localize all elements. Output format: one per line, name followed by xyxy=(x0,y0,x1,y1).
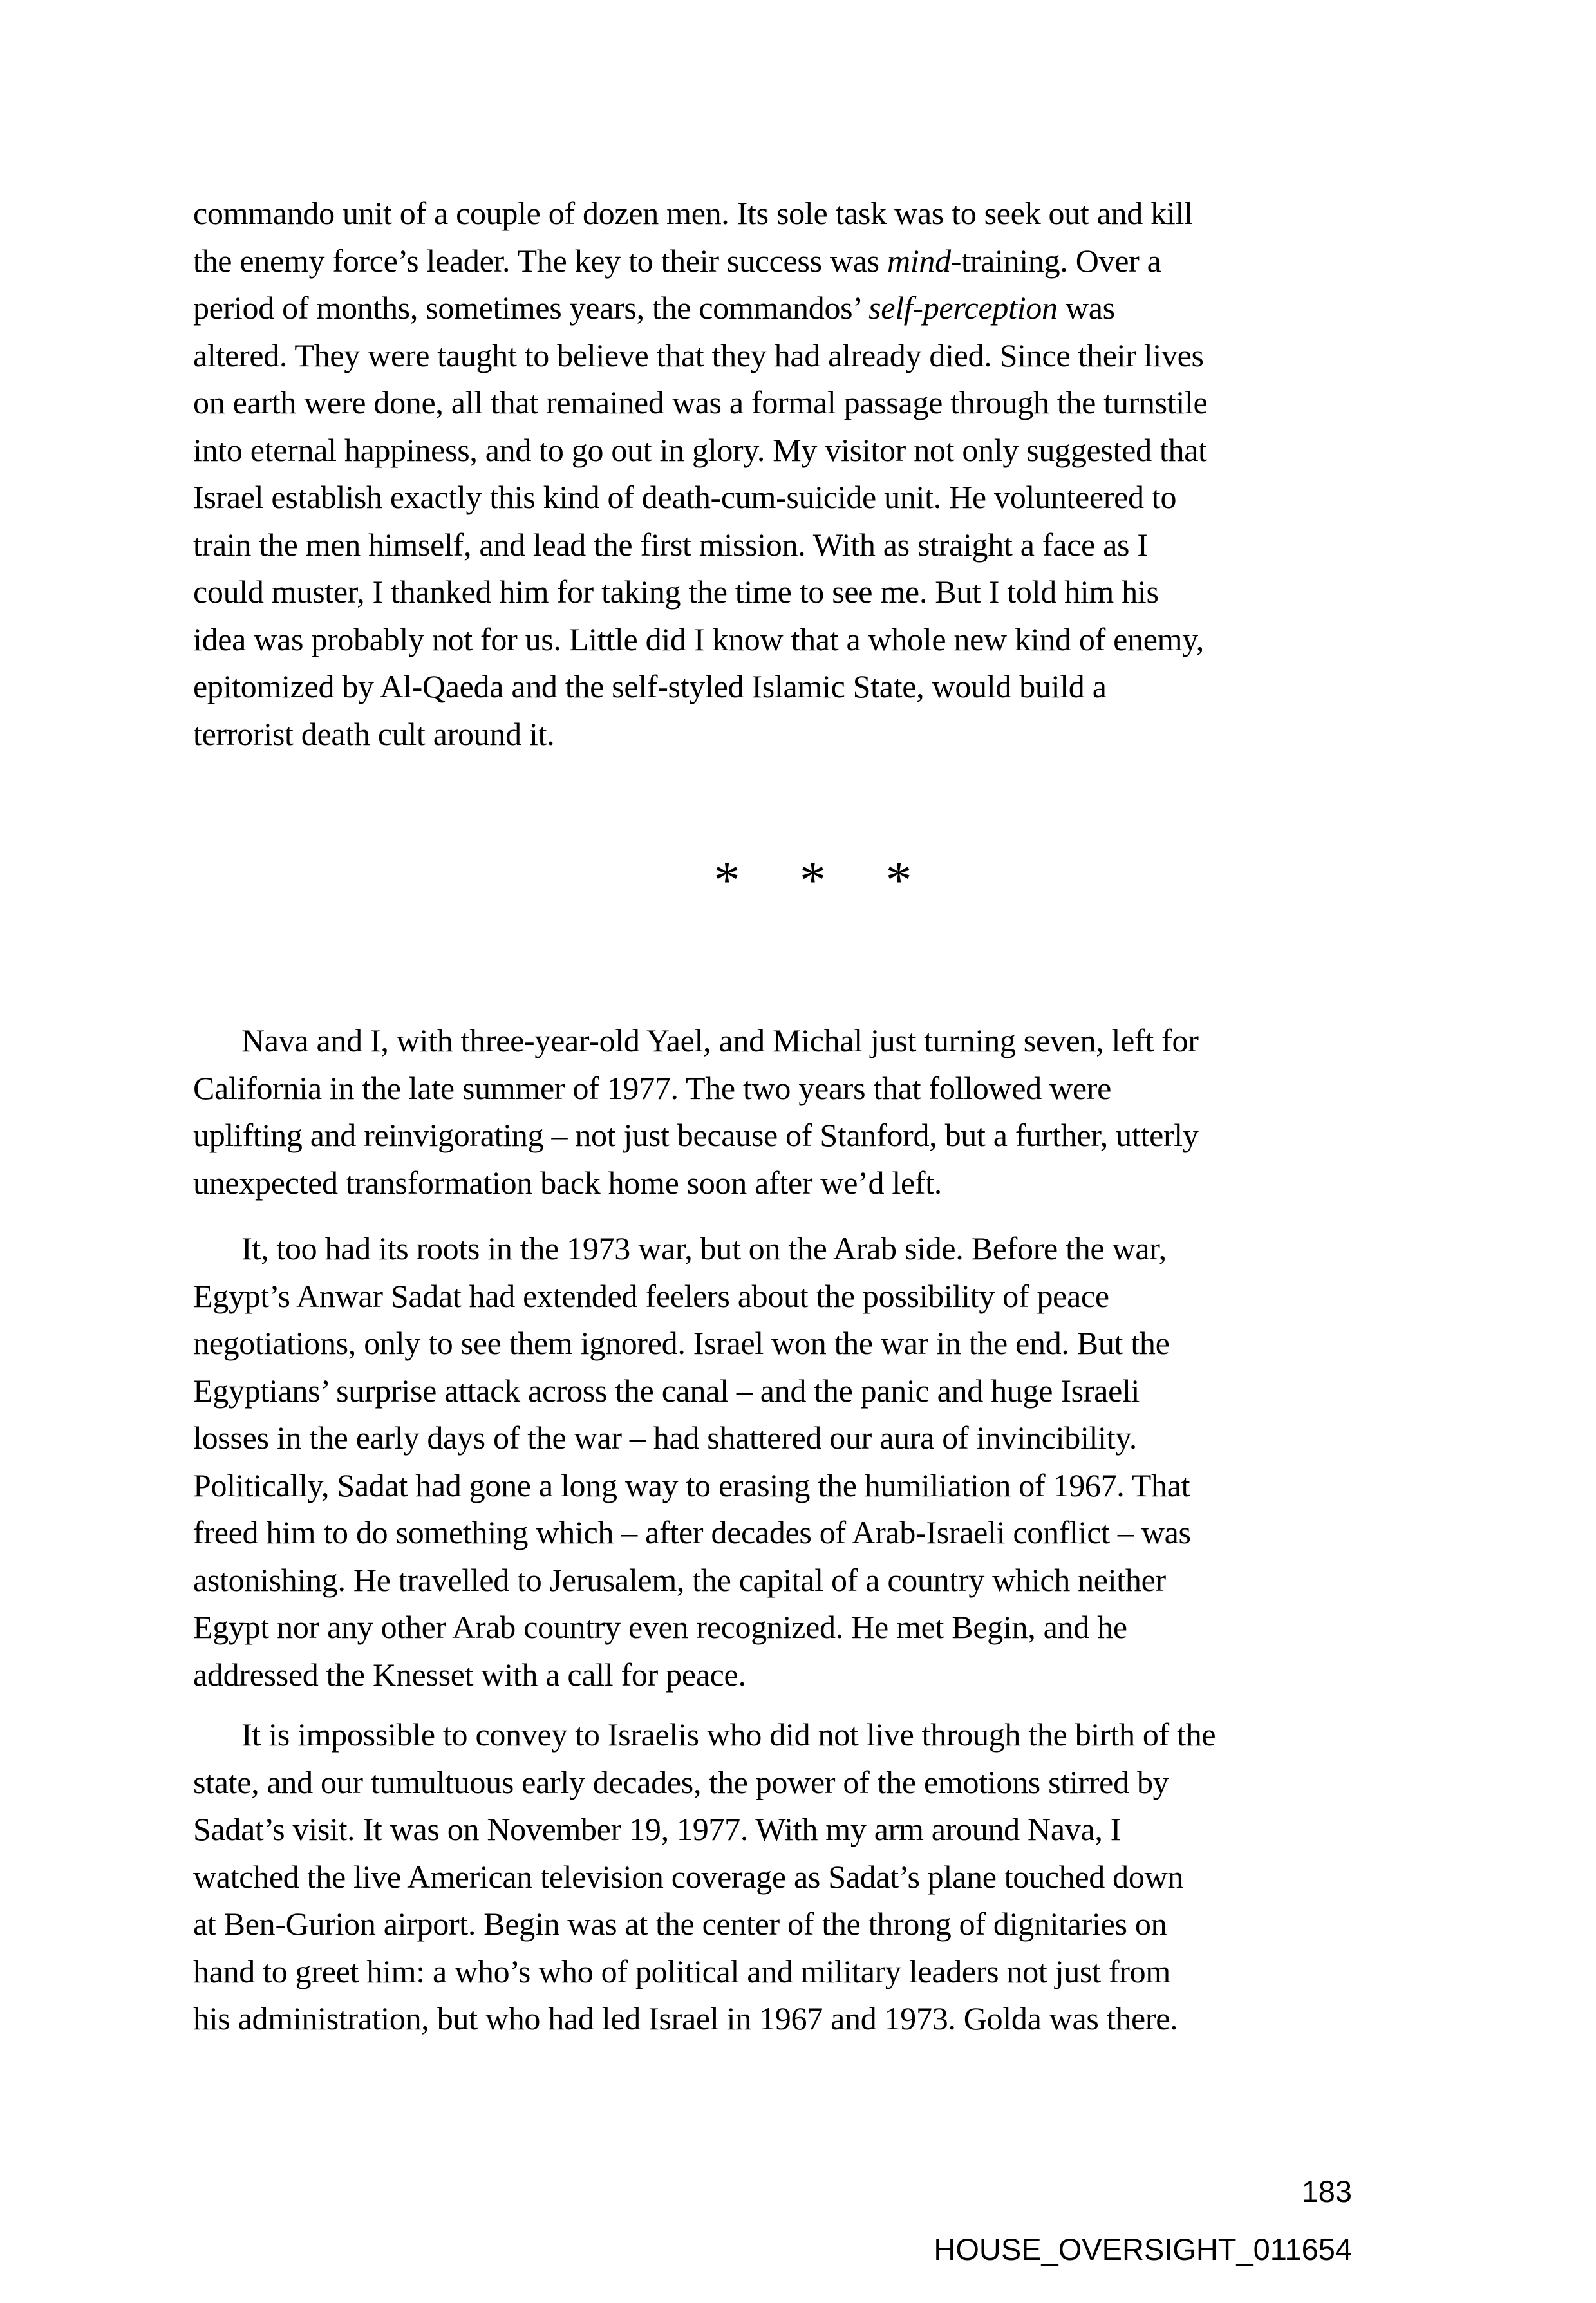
text-line: astonishing. He travelled to Jerusalem, the capital of a country which neither xyxy=(193,1561,1166,1598)
paragraph-2 xyxy=(193,1017,1432,1207)
text-line: watched the live American television coverage as Sadat’s plane touched down xyxy=(193,1858,1184,1895)
text-line: state, and our tumultuous early decades, the power of the emotions stirred by xyxy=(193,1763,1169,1800)
section-break-asterisks: * * * xyxy=(713,851,912,909)
text-line: at Ben-Gurion airport. Begin was at the center of the throng of dignitaries on xyxy=(193,1906,1167,1942)
text-line: losses in the early days of the war – had shattered our aura of invincibility. xyxy=(193,1420,1137,1456)
text-line: epitomized by Al-Qaeda and the self-styled Islamic State, would build a xyxy=(193,668,1107,704)
text-line: could muster, I thanked him for taking the time to see me. But I told him his xyxy=(193,574,1159,610)
text-line: freed him to do something which – after decades of Arab-Israeli conflict – was xyxy=(193,1514,1191,1550)
text-line: negotiations, only to see them ignored. Israel won the war in the end. But the xyxy=(193,1325,1170,1361)
paragraph-1 xyxy=(193,190,1432,758)
page-number: 183 xyxy=(1301,2174,1352,2208)
text-line: Politically, Sadat had gone a long way to erasing the humiliation of 1967. That xyxy=(193,1467,1190,1503)
text-line: Sadat’s visit. It was on November 19, 1977. With my arm around Nava, I xyxy=(193,1811,1122,1847)
text-line: Nava and I, with three-year-old Yael, and Michal just turning seven, left for xyxy=(241,1022,1199,1058)
text-line: his administration, but who had led Israel in 1967 and 1973. Golda was there. xyxy=(193,2000,1178,2036)
text-line: altered. They were taught to believe that they had already died. Since their lives xyxy=(193,337,1204,373)
text-line: into eternal happiness, and to go out in glory. My visitor not only suggested that xyxy=(193,431,1207,468)
text-line: unexpected transformation back home soon after we’d left. xyxy=(193,1164,943,1201)
text-line: train the men himself, and lead the first mission. With as straight a face as I xyxy=(193,526,1148,563)
text-line: period of months, sometimes years, the commandos’ self-perception was xyxy=(193,290,1115,326)
text-line: the enemy force’s leader. The key to their success was mind-training. Over a xyxy=(193,242,1161,279)
text-line: on earth were done, all that remained was a formal passage through the turnstile xyxy=(193,384,1208,420)
text-line: California in the late summer of 1977. The two years that followed were xyxy=(193,1069,1111,1106)
text-line: hand to greet him: a who’s who of political and military leaders not just from xyxy=(193,1953,1170,1989)
bates-stamp: HOUSE_OVERSIGHT_011654 xyxy=(934,2232,1352,2266)
text-line: Egypt’s Anwar Sadat had extended feelers about the possibility of peace xyxy=(193,1277,1109,1314)
text-line: idea was probably not for us. Little did I know that a whole new kind of enemy, xyxy=(193,621,1204,657)
paragraph-4 xyxy=(193,1711,1432,2043)
text-line: It, too had its roots in the 1973 war, but on the Arab side. Before the war, xyxy=(241,1230,1167,1266)
paragraph-3 xyxy=(193,1225,1432,1698)
text-line: It is impossible to convey to Israelis who did not live through the birth of the xyxy=(241,1716,1216,1753)
text-line: commando unit of a couple of dozen men. Its sole task was to seek out and kill xyxy=(193,195,1193,231)
text-line: Egypt nor any other Arab country even recognized. He met Begin, and he xyxy=(193,1609,1127,1645)
text-line: terrorist death cult around it. xyxy=(193,715,555,752)
text-line: Israel establish exactly this kind of death-cum-suicide unit. He volunteered to xyxy=(193,479,1177,515)
text-line: Egyptians’ surprise attack across the canal – and the panic and huge Israeli xyxy=(193,1372,1140,1409)
text-line: addressed the Knesset with a call for peace. xyxy=(193,1656,746,1693)
text-line: uplifting and reinvigorating – not just because of Stanford, but a further, utterly xyxy=(193,1117,1199,1153)
